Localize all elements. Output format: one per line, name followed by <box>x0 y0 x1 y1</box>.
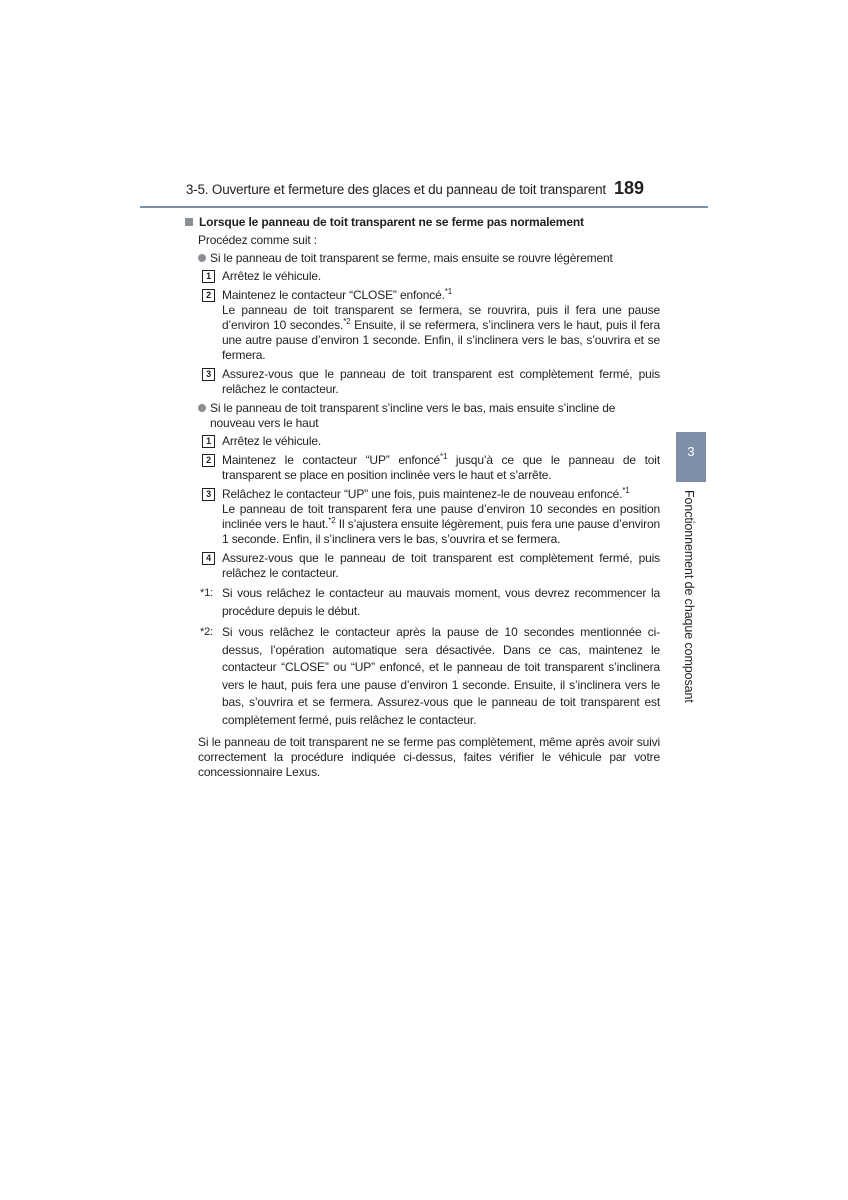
step-item <box>202 434 660 449</box>
step-number-badge: 1 <box>202 270 215 283</box>
footnote-marker: *1: <box>200 587 214 599</box>
footnote-text: Si vous relâchez le contacteur après la pause de 10 secondes mentionnée ci-dessus, l’opération automatique sera désactivée. Dans ce cas, maintenez le contacteur “CLOSE” ou “UP” enfoncé, et le panneau de toit transparent s’inclinera vers le haut, puis fera une pause d’environ 1 seconde. Ensuite, il s’inclinera vers le bas, s’ouvrira et se fermera. Assurez-vous que le panneau de toit transparent est complètement fermé, puis relâchez le contacteur. <box>222 625 660 727</box>
step-number-badge: 2 <box>202 454 215 467</box>
step-instruction: Maintenez le contacteur “UP” enfoncé <box>222 453 440 467</box>
step-detail-text: Le panneau de toit transparent fera une pause d’environ 10 secondes en position inclinée vers le haut. <box>222 502 660 531</box>
case-2-steps <box>184 434 660 581</box>
footnote-ref: *2 <box>343 317 351 326</box>
step-detail <box>222 502 660 547</box>
step-detail-text: Il s’ajustera ensuite légèrement, puis fera une pause d’environ 1 seconde. Enfin, il s’inclinera vers le bas, s’ouvrira et se fermera. <box>222 517 660 546</box>
conclusion-text: Si le panneau de toit transparent ne se ferme pas complètement, même après avoir suivi correctement la procédure indiquée ci-dessus, faites vérifier le véhicule par votre concessionnaire Lexus. <box>198 735 660 779</box>
step-text <box>222 288 660 303</box>
chapter-tab: 3 <box>676 432 706 482</box>
circle-bullet-icon <box>198 254 206 262</box>
header-divider <box>140 206 708 208</box>
footnote-ref: *1 <box>622 486 630 495</box>
step-text <box>222 487 660 502</box>
chapter-side-label: Fonctionnement de chaque composant <box>682 490 696 703</box>
circle-bullet-icon <box>198 404 206 412</box>
step-detail <box>222 303 660 363</box>
step-instruction: jusqu’à ce que le panneau de toit transparent se place en position inclinée vers le haut et s’arrête. <box>222 453 661 482</box>
footnote-ref: *1 <box>439 452 448 461</box>
step-item <box>202 269 660 284</box>
page-number: 189 <box>614 178 645 198</box>
case-1-steps <box>184 269 660 397</box>
step-text: Arrêtez le véhicule. <box>222 269 322 283</box>
case-2-title-text: Si le panneau de toit transparent s’incline vers le bas, mais ensuite s’incline de nouveau vers le haut <box>210 401 616 430</box>
step-number-badge: 3 <box>202 368 215 381</box>
step-detail-text: Le panneau de toit transparent se fermera, se rouvrira, puis il fera une pause d’environ 10 secondes. <box>222 303 660 332</box>
step-detail-text: Ensuite, il se refermera, s’inclinera vers le haut, puis il fera une autre pause d’environ 1 seconde. Enfin, il s’inclinera vers le bas, s’ouvrira et se fermera. <box>222 318 660 362</box>
step-item <box>202 453 660 483</box>
step-number-badge: 2 <box>202 289 215 302</box>
footnote-ref: *1 <box>444 287 453 296</box>
case-2-title <box>184 401 660 431</box>
step-text <box>222 453 660 483</box>
intro-text: Procédez comme suit : <box>198 233 317 247</box>
step-text: Arrêtez le véhicule. <box>222 434 322 448</box>
case-1-title-text: Si le panneau de toit transparent se ferme, mais ensuite se rouvre légèrement <box>210 251 613 265</box>
step-instruction: Relâchez le contacteur “UP” une fois, puis maintenez-le de nouveau enfoncé. <box>222 487 623 501</box>
step-instruction: Maintenez le contacteur “CLOSE” enfoncé. <box>222 288 445 302</box>
square-bullet-icon <box>185 218 193 226</box>
step-item <box>202 551 660 581</box>
step-number-badge: 3 <box>202 488 215 501</box>
footnote-ref: *2 <box>328 516 336 525</box>
footnote-item <box>184 624 660 729</box>
section-heading-text: Lorsque le panneau de toit transparent ne se ferme pas normalement <box>199 215 584 229</box>
step-text: Assurez-vous que le panneau de toit transparent est complètement fermé, puis relâchez le contacteur. <box>222 367 660 396</box>
step-number-badge: 1 <box>202 435 215 448</box>
page-header-title: 3-5. Ouverture et fermeture des glaces et du panneau de toit transparent <box>185 182 606 197</box>
footnote-marker: *2: <box>200 626 214 638</box>
step-text: Assurez-vous que le panneau de toit transparent est complètement fermé, puis relâchez le contacteur. <box>222 551 660 580</box>
footnote-text: Si vous relâchez le contacteur au mauvais moment, vous devrez recommencer la procédure depuis le début. <box>222 586 660 618</box>
footnote-item <box>184 585 660 620</box>
step-number-badge: 4 <box>202 552 215 565</box>
step-item <box>202 288 660 363</box>
section-heading <box>184 215 660 230</box>
step-item <box>202 367 660 397</box>
main-content <box>184 215 660 780</box>
step-item <box>202 487 660 547</box>
case-1-title <box>184 251 660 266</box>
